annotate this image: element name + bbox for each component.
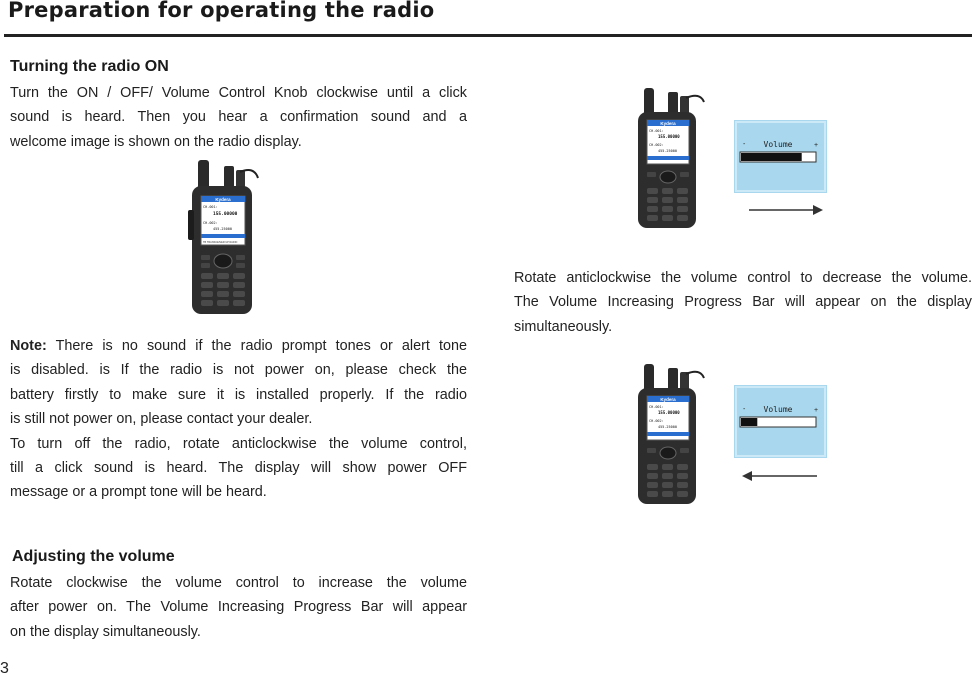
note-line-4: is still not power on, please contact your dealer. [10,411,313,428]
radio-footer-text: TB TRANSCEIVER UP RADIO [203,241,238,244]
radio-ch1-label: CH-001: [649,405,664,409]
radio-ch2-label: CH-002: [649,143,664,147]
decrease-line-2: The Volume Increasing Progress Bar will appear on the display [514,294,972,311]
radio-ch1-freq: 155.00000 [213,212,238,217]
volume-label: Volume [763,140,793,149]
note-line-5: To turn off the radio, rotate anticlockwise the volume control, [10,435,467,452]
note-line-2: is disabled. is If the radio is not power on, please check the [10,362,467,379]
radio-image-volume-up [636,88,714,230]
radio-ch2-freq: 455.25000 [658,425,677,429]
adjusting-volume-heading: Adjusting the volume [12,548,175,565]
radio-brand-text: Kydera [215,197,231,202]
arrow-right-icon [747,203,825,217]
decrease-line-1: Rotate anticlockwise the volume control to decrease the volume. [514,270,972,286]
turning-on-paragraph [10,81,467,154]
turning-on-line-2: sound is heard. Then you hear a confirmation sound and a [10,109,467,126]
radio-ch1-label: CH-001: [649,129,664,133]
decrease-volume-paragraph [514,266,972,339]
note-line-1-text: There is no sound if the radio prompt tones or alert tone [46,338,467,354]
radio-ch2-label: CH-002: [203,221,218,225]
radio-image-volume-down [636,364,714,506]
radio-ch2-freq: 455.25000 [658,149,677,153]
radio-ch2-label: CH-002: [649,419,664,423]
radio-ch1-label: CH-001: [203,205,218,209]
note-paragraph [10,334,467,505]
radio-ch1-freq: 155.00000 [658,410,680,415]
turning-on-heading: Turning the radio ON [10,58,169,75]
page-title: Preparation for operating the radio [8,0,435,22]
volume-plus: + [814,142,819,149]
note-label: Note: [10,338,47,354]
volume-label: Volume [763,405,793,414]
radio-brand-text: Kydera [660,397,676,402]
adjusting-line-3: on the display simultaneously. [10,623,201,640]
note-line-3: battery firstly to make sure it is installed properly. If the radio [10,386,467,403]
volume-bar-fill [741,418,757,426]
radio-brand-text: Kydera [660,121,676,126]
title-divider [4,34,972,37]
arrow-left-icon [740,469,820,483]
note-line-6: till a click sound is heard. The display will show power OFF [10,460,467,477]
adjusting-line-2: after power on. The Volume Increasing Progress Bar will appear [10,599,467,616]
turning-on-line-1: Turn the ON / OFF/ Volume Control Knob clockwise until a click [10,85,467,101]
radio-ch1-freq: 155.00000 [658,134,680,139]
turning-on-line-3: welcome image is shown on the radio display. [10,133,302,150]
decrease-line-3: simultaneously. [514,318,613,335]
volume-screen-increase [734,120,827,193]
radio-image-power-on [188,160,266,316]
radio-ch2-freq: 455.25000 [213,227,232,231]
adjusting-volume-paragraph [10,571,467,644]
note-line-1 [10,334,467,358]
note-line-7: message or a prompt tone will be heard. [10,484,267,501]
volume-plus: + [814,407,819,414]
volume-bar-fill [741,153,802,161]
volume-minus: - [743,406,746,413]
volume-screen-decrease [734,385,827,458]
volume-minus: - [743,141,746,148]
adjusting-line-1: Rotate clockwise the volume control to increase the volume [10,575,467,591]
page-number: 3 [0,660,9,677]
